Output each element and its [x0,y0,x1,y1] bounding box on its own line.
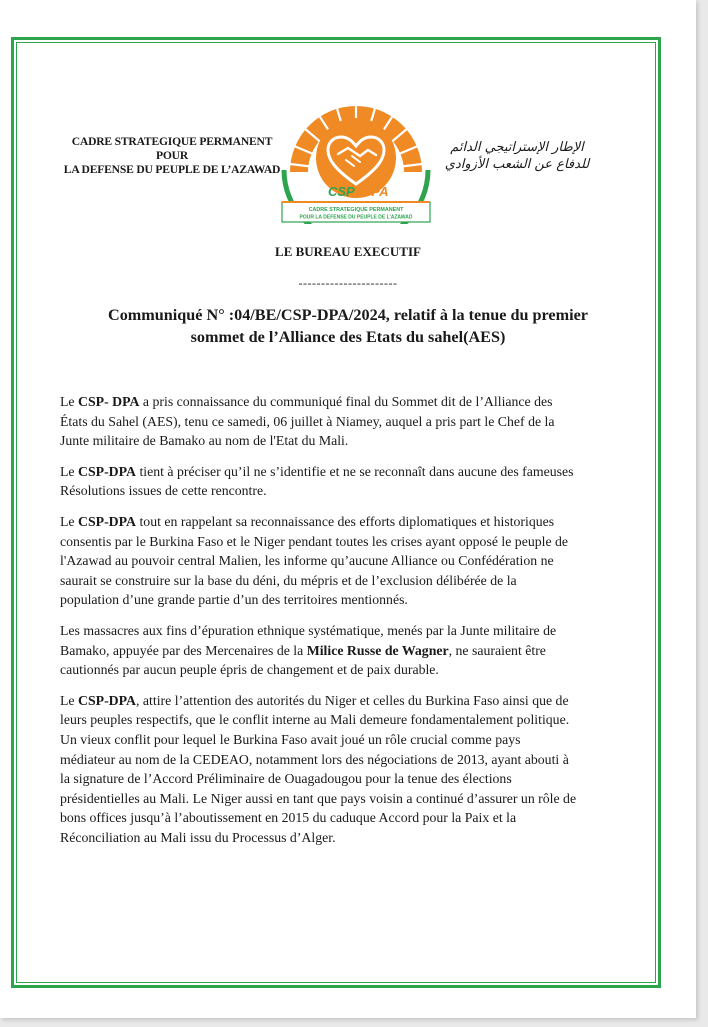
paragraph-line [60,710,615,730]
text-run: Junte militaire de Bamako au nom de l'Etat du Mali. [60,433,349,449]
csp-dpa-logo [276,92,436,224]
text-run: consentis par le Burkina Faso et le Niger pendant toutes les crises ayant opposé le peuple de [60,533,569,549]
paragraph-line [60,660,615,680]
logo-abbrev-right: DPA [362,184,389,199]
text-run: Bamako, appuyée par des Mercenaires de la [60,642,307,658]
text-run: Résolutions issues de cette rencontre. [60,483,267,499]
body-paragraph [60,512,615,610]
text-run: leurs peuples respectifs, que le conflit interne au Mali demeure fondamentalement politique. [60,712,570,728]
logo-banner-line: POUR LA DEFENSE DU PEUPLE DE L’AZAWAD [299,214,413,221]
text-run: cautionnés par aucun peuple épris de changement et de paix durable. [60,662,439,678]
title-line: Communiqué N° :04/BE/CSP-DPA/2024, relatif à la tenue du premier [108,306,588,324]
paragraph-line [60,571,615,591]
paragraph-line [60,532,615,552]
text-run: saurait se construire sur la base du déni, du mépris et de l’exclusion délibérée de la [60,572,517,588]
text-run: Le [60,513,79,529]
paragraph-line [60,828,615,848]
text-run: médiateur au nom de la CEDEAO, notamment lors des négociations de 2013, ayant abouti à [60,751,569,767]
text-run: l'Azawad au pouvoir central Malien, les informe qu’aucune Alliance ou Confédération ne [60,553,554,569]
text-run: Le [60,394,79,409]
org-name-arabic-line: للدفاع عن الشعب الأزوادي [444,157,590,172]
org-name-line: LA DEFENSE DU PEUPLE DE L’AZAWAD [63,163,281,176]
text-run: , attire l’attention des autorités du Niger et celles du Burkina Faso ainsi que de [136,692,569,708]
bureau-heading: LE BUREAU EXECUTIF [275,244,421,259]
paragraph-line [60,808,615,828]
paragraph-line [60,412,615,432]
emphasis-text: CSP- DPA [78,394,140,409]
paragraph-line [60,512,615,532]
text-run: tout en rappelant sa reconnaissance des efforts diplomatiques et historiques [136,513,555,529]
paragraph-line [60,551,615,571]
org-name-line: CADRE STRATEGIQUE PERMANENT [71,135,273,148]
org-name-arabic-line: الإطار الإستراتيجي الدائم [450,140,584,155]
text-run: Un vieux conflit pour lequel le Burkina Faso avait joué un rôle crucial comme pays [60,731,521,747]
paragraph-line [60,431,615,451]
text-run: , ne sauraient être [448,642,546,658]
text-run: Le [60,463,79,479]
body-paragraph [60,392,615,451]
separator-line: ---------------------- [298,276,398,290]
paragraph-line [60,750,615,770]
handshake-logo-icon [276,92,436,224]
paragraph-line [60,641,615,661]
text-run: États du Sahel (AES), tenu ce samedi, 06 juillet à Niamey, auquel a pris part le Chef de la [60,413,555,429]
emphasis-text: CSP-DPA [78,513,137,529]
paragraph-line [60,590,615,610]
paragraph-line [60,621,615,641]
paragraph-line [60,481,615,501]
org-name-line: POUR [155,149,189,162]
logo-banner-line: CADRE STRATEGIQUE PERMANENT [308,207,404,213]
emphasis-text: CSP-DPA [78,463,137,479]
paragraph-line [60,691,615,711]
communique-title [60,304,636,348]
text-run: Les massacres aux fins d’épuration ethnique systématique, menés par la Junte militaire de [60,622,557,638]
text-run: Le [60,692,79,708]
body-paragraph [60,621,615,680]
title-line: sommet de l’Alliance des Etats du sahel(AES) [190,328,506,346]
text-run: tient à préciser qu’il ne s’identifie et ne se reconnaît dans aucune des fameuses [136,463,574,479]
text-run: population d’une grande partie d’un des territoires mentionnés. [60,592,408,608]
text-run: bons offices jusqu’à l’aboutissement en 2015 du caduque Accord pour la Paix et la [60,810,517,826]
paragraph-line [60,769,615,789]
logo-abbrev-left: CSP [328,184,355,199]
paragraph-line [60,789,615,809]
org-name-arabic [436,139,598,173]
paragraph-line [60,730,615,750]
emphasis-text: CSP-DPA [78,692,137,708]
text-run: a pris connaissance du communiqué final du Sommet dit de l’Alliance des [139,394,553,409]
body-paragraph [60,691,615,848]
body-paragraph [60,462,615,501]
paragraph-line [60,462,615,482]
emphasis-text: Milice Russe de Wagner [306,642,449,658]
org-name-french [62,135,282,177]
text-run: Réconciliation au Mali issu du Processus d’Alger. [60,829,336,845]
paragraph-line [60,392,615,412]
communique-body [60,392,615,858]
text-run: la signature de l’Accord Préliminaire de Ouagadougou pour la tenue des élections [60,771,512,787]
text-run: présidentielles au Mali. Le Niger aussi en tant que pays voisin a continué d’assurer un rôle de [60,790,577,806]
